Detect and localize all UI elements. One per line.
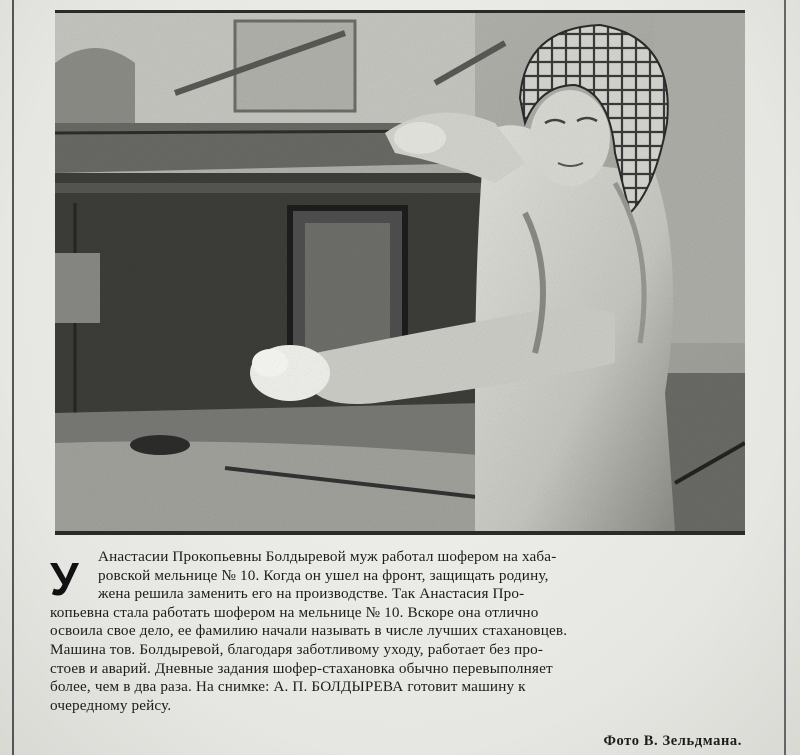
caption-line: ровской мельнице № 10. Когда он ушел на фронт, защищать родину, [98, 566, 549, 584]
caption-line: Машина тов. Болдыревой, благодаря заботливому уходу, работает без про- [50, 640, 544, 658]
photo-illustration [55, 13, 745, 531]
caption-line: жена решила заменить его на производстве. Так Анастасия Про- [98, 585, 525, 603]
photo-credit: Фото В. Зельдмана. [603, 733, 742, 749]
photo-caption [50, 548, 750, 715]
news-photograph [55, 10, 745, 535]
caption-line: освоила свое дело, ее фамилию начали называть в числе лучших стахановцев. [50, 622, 568, 640]
drop-cap-letter: У [50, 553, 79, 605]
caption-line: Анастасии Прокопьевны Болдыревой муж работал шофером на хаба- [98, 548, 557, 565]
column-rule-left [12, 0, 14, 755]
caption-line: стоев и аварий. Дневные задания шофер-стахановка обычно перевыполняет [50, 659, 553, 677]
caption-line: очередному рейсу. [50, 696, 172, 714]
column-rule-right [784, 0, 786, 755]
caption-paragraph [50, 548, 750, 715]
caption-line: копьевна стала работать шофером на мельнице № 10. Вскоре она отлично [50, 603, 539, 621]
caption-line: более, чем в два раза. На снимке: А. П. БОЛДЫРЕВА готовит машину к [50, 678, 526, 696]
